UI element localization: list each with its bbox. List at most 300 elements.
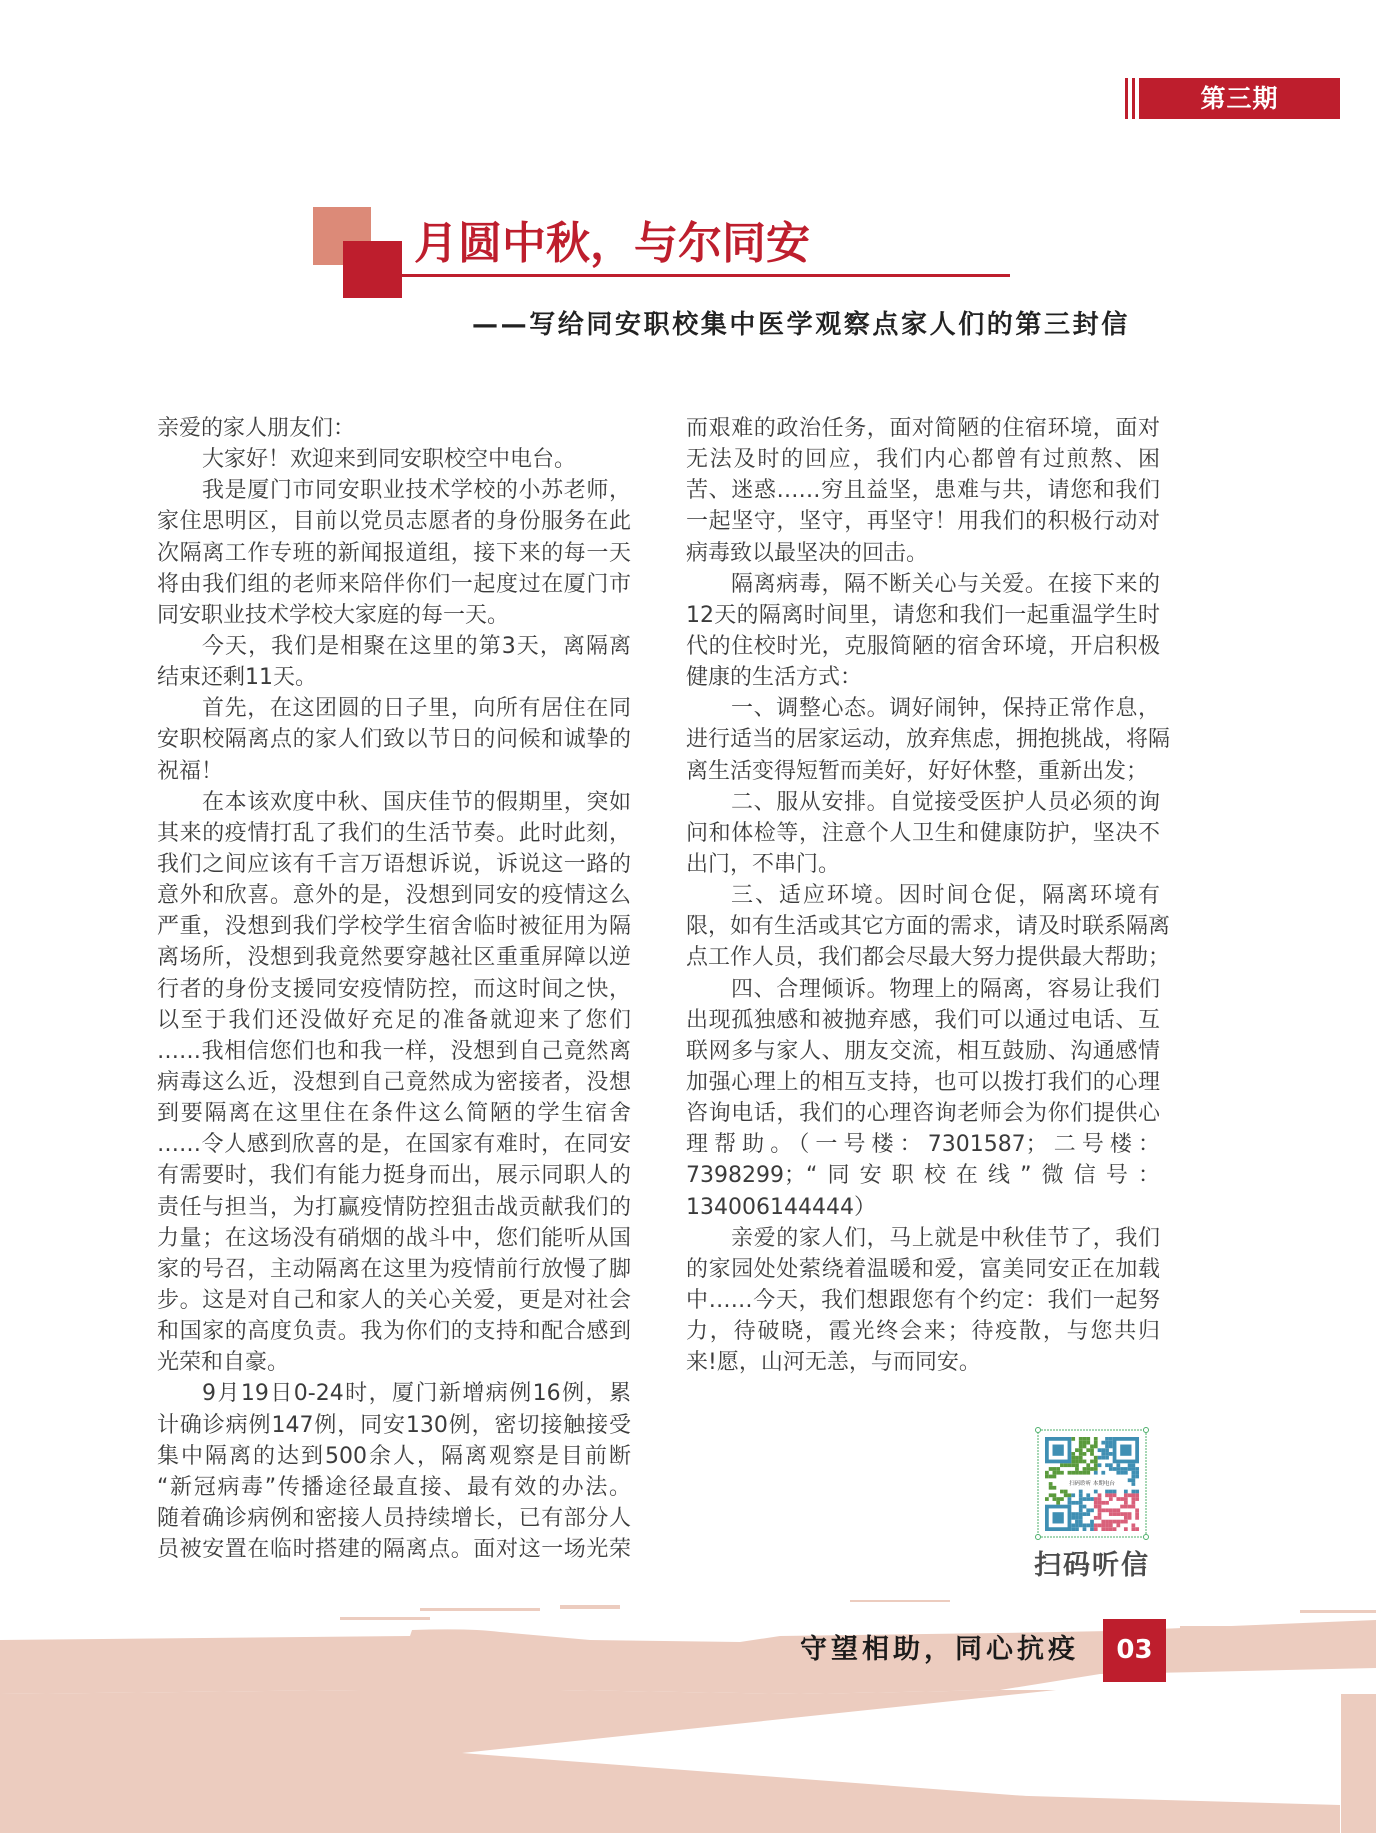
qr-module <box>1079 1520 1083 1524</box>
qr-module <box>1098 1497 1102 1501</box>
qr-module <box>1079 1456 1083 1460</box>
qr-module <box>1135 1475 1139 1479</box>
body-text-line: 意外和欣喜。意外的是，没想到同安的疫情这么 <box>157 883 631 909</box>
qr-module <box>1116 1523 1120 1527</box>
qr-module <box>1068 1471 1072 1475</box>
body-text-line: 亲爱的家人朋友们： <box>157 416 356 441</box>
qr-module <box>1075 1460 1079 1464</box>
qr-module <box>1068 1497 1072 1501</box>
body-text-line: 严重，没想到我们学校学生宿舍临时被征用为隔 <box>157 914 631 940</box>
qr-module <box>1079 1490 1083 1494</box>
qr-module <box>1049 1482 1053 1486</box>
article-title: 月圆中秋，与尔同安 <box>414 218 810 269</box>
qr-module <box>1128 1512 1132 1516</box>
qr-module <box>1113 1493 1117 1497</box>
qr-frame-corner <box>1036 1428 1041 1433</box>
qr-module <box>1071 1471 1075 1475</box>
qr-module <box>1075 1456 1079 1460</box>
qr-module <box>1124 1501 1128 1505</box>
qr-module <box>1079 1452 1083 1456</box>
qr-module <box>1079 1512 1083 1516</box>
qr-module <box>1068 1463 1072 1467</box>
qr-finder-center <box>1120 1445 1131 1456</box>
body-text-line: 首先，在这团圆的日子里，向所有居住在同 <box>202 696 631 722</box>
qr-module <box>1086 1523 1090 1527</box>
qr-module <box>1109 1520 1113 1524</box>
body-text-line: 咨询电话，我们的心理咨询老师会为你们提供心 <box>686 1101 1160 1127</box>
qr-module <box>1086 1448 1090 1452</box>
qr-module <box>1090 1445 1094 1449</box>
qr-module <box>1086 1497 1090 1501</box>
qr-module <box>1075 1520 1079 1524</box>
qr-module <box>1094 1441 1098 1445</box>
qr-module <box>1116 1471 1120 1475</box>
qr-module <box>1094 1490 1098 1494</box>
body-text-line: 和国家的高度负责。我为你们的支持和配合感到 <box>157 1319 631 1345</box>
qr-module <box>1075 1467 1079 1471</box>
body-text-line: 集中隔离的达到500余人，隔离观察是目前断 <box>157 1443 631 1469</box>
footer-motto: 守望相助，同心抗疫 <box>800 1634 1079 1665</box>
qr-frame-corner <box>1036 1535 1041 1540</box>
qr-module <box>1090 1467 1094 1471</box>
qr-module <box>1120 1497 1124 1501</box>
qr-module <box>1083 1452 1087 1456</box>
qr-module <box>1135 1467 1139 1471</box>
qr-module <box>1131 1523 1135 1527</box>
qr-module <box>1068 1501 1072 1505</box>
qr-code-icon[interactable] <box>1035 1427 1149 1540</box>
qr-module <box>1071 1527 1075 1531</box>
body-text-line: 一、调整心态。调好闹钟，保持正常作息， <box>731 696 1160 722</box>
qr-module <box>1105 1437 1109 1441</box>
body-text-line: 以至于我们还没做好充足的准备就迎来了您们 <box>157 1007 631 1033</box>
qr-module <box>1079 1448 1083 1452</box>
qr-module <box>1083 1441 1087 1445</box>
qr-module <box>1053 1467 1057 1471</box>
body-text-line: 7398299；“同安职校在线”微信号： <box>686 1163 1160 1189</box>
qr-module <box>1086 1467 1090 1471</box>
qr-module <box>1098 1501 1102 1505</box>
qr-module <box>1131 1478 1135 1482</box>
qr-module <box>1049 1467 1053 1471</box>
body-text-line: 结束还剩11天。 <box>157 665 317 691</box>
qr-module <box>1098 1508 1102 1512</box>
body-text-line: 亲爱的家人们，马上就是中秋佳节了，我们 <box>731 1225 1160 1251</box>
body-text-line: 在本该欢度中秋、国庆佳节的假期里，突如 <box>202 789 631 815</box>
qr-module <box>1109 1452 1113 1456</box>
body-text-line: ……我相信您们也和我一样，没想到自己竟然离 <box>157 1038 631 1064</box>
qr-module <box>1109 1527 1113 1531</box>
qr-module <box>1053 1471 1057 1475</box>
title-underline <box>402 274 1010 277</box>
body-text-line: 祝福！ <box>157 758 224 784</box>
issue-badge-stripe <box>1125 78 1128 119</box>
qr-module <box>1079 1523 1083 1527</box>
qr-module <box>1053 1486 1057 1490</box>
qr-module <box>1124 1490 1128 1494</box>
qr-module <box>1094 1471 1098 1475</box>
qr-module <box>1135 1512 1139 1516</box>
article-body-left-column <box>157 413 631 1565</box>
qr-module <box>1098 1512 1102 1516</box>
qr-module <box>1131 1490 1135 1494</box>
body-text-line: 家住思明区，目前以党员志愿者的身份服务在此 <box>157 509 631 535</box>
qr-module <box>1124 1516 1128 1520</box>
qr-module <box>1101 1452 1105 1456</box>
qr-module <box>1090 1448 1094 1452</box>
body-text-line: 无法及时的回应，我们内心都曾有过煎熬、困 <box>686 447 1160 473</box>
qr-module <box>1098 1463 1102 1467</box>
body-text-line: 134006144444） <box>686 1194 876 1220</box>
body-text-line: 到要隔离在这里住在条件这么简陋的学生宿舍 <box>157 1101 631 1127</box>
qr-module <box>1086 1471 1090 1475</box>
qr-module <box>1128 1478 1132 1482</box>
body-text-line: 联网多与家人、朋友交流，相互鼓励、沟通感情 <box>686 1038 1160 1064</box>
qr-module <box>1098 1456 1102 1460</box>
body-text-line: 大家好！欢迎来到同安职校空中电台。 <box>202 447 577 473</box>
qr-module <box>1079 1460 1083 1464</box>
qr-module <box>1083 1512 1087 1516</box>
qr-module <box>1071 1456 1075 1460</box>
qr-module <box>1098 1448 1102 1452</box>
qr-module <box>1116 1508 1120 1512</box>
qr-module <box>1075 1471 1079 1475</box>
qr-module <box>1075 1501 1079 1505</box>
qr-module <box>1090 1460 1094 1464</box>
qr-module <box>1094 1463 1098 1467</box>
body-text-line: 四、合理倾诉。物理上的隔离，容易让我们 <box>731 976 1160 1002</box>
body-text-line: 三、适应环境。因时间仓促，隔离环境有 <box>731 883 1160 909</box>
qr-module <box>1105 1501 1109 1505</box>
qr-module <box>1094 1523 1098 1527</box>
body-text-line: 9月19日0-24时，厦门新增病例16例，累 <box>202 1381 631 1407</box>
qr-module <box>1090 1520 1094 1524</box>
qr-module <box>1135 1490 1139 1494</box>
qr-module <box>1068 1493 1072 1497</box>
body-text-line: 我是厦门市同安职业技术学校的小苏老师， <box>202 478 631 504</box>
body-text-line: 加强心理上的相互支持，也可以拨打我们的心理 <box>686 1069 1160 1095</box>
body-text-line: 隔离病毒，隔不断关心与关爱。在接下来的 <box>731 571 1160 597</box>
qr-module <box>1075 1448 1079 1452</box>
body-text-line: 一起坚守，坚守，再坚守！用我们的积极行动对 <box>686 509 1160 535</box>
qr-module <box>1120 1520 1124 1524</box>
qr-module <box>1053 1497 1057 1501</box>
body-text-line: 行者的身份支援同安疫情防控，而这时间之快， <box>157 976 631 1002</box>
qr-module <box>1116 1497 1120 1501</box>
qr-module <box>1053 1493 1057 1497</box>
body-text-line: 限，如有生活或其它方面的需求，请及时联系隔离 <box>686 914 1171 940</box>
qr-module <box>1113 1527 1117 1531</box>
qr-module <box>1101 1448 1105 1452</box>
qr-module <box>1135 1516 1139 1520</box>
body-text-line: 的家园处处萦绕着温暖和爱，富美同安正在加载 <box>686 1256 1160 1282</box>
qr-module <box>1098 1523 1102 1527</box>
body-text-line: 次隔离工作专班的新闻报道组，接下来的每一天 <box>157 540 631 566</box>
qr-module <box>1075 1516 1079 1520</box>
qr-module <box>1101 1527 1105 1531</box>
qr-module <box>1113 1508 1117 1512</box>
qr-module <box>1131 1493 1135 1497</box>
qr-module <box>1124 1467 1128 1471</box>
qr-module <box>1128 1463 1132 1467</box>
qr-module <box>1124 1527 1128 1531</box>
qr-module <box>1071 1493 1075 1497</box>
qr-frame-corner <box>1144 1428 1149 1433</box>
qr-module <box>1045 1497 1049 1501</box>
qr-module <box>1109 1493 1113 1497</box>
qr-module <box>1090 1452 1094 1456</box>
qr-module <box>1105 1463 1109 1467</box>
qr-module <box>1071 1437 1075 1441</box>
qr-module <box>1135 1493 1139 1497</box>
qr-module <box>1079 1437 1083 1441</box>
body-text-line: 离场所，没想到我竟然要穿越社区重重屏障以逆 <box>157 945 631 971</box>
qr-module <box>1094 1527 1098 1531</box>
qr-module <box>1094 1497 1098 1501</box>
qr-module <box>1071 1516 1075 1520</box>
qr-module <box>1060 1471 1064 1475</box>
body-text-line: 有需要时，我们有能力挺身而出，展示同职人的 <box>157 1163 631 1189</box>
qr-module <box>1109 1490 1113 1494</box>
qr-module <box>1113 1512 1117 1516</box>
body-text-line: 责任与担当，为打赢疫情防控狙击战贡献我们的 <box>157 1194 631 1220</box>
qr-module <box>1086 1441 1090 1445</box>
qr-module <box>1101 1523 1105 1527</box>
qr-module <box>1131 1527 1135 1531</box>
body-text-line: 光荣和自豪。 <box>157 1350 290 1376</box>
qr-module <box>1064 1463 1068 1467</box>
qr-module <box>1083 1523 1087 1527</box>
qr-module <box>1075 1523 1079 1527</box>
body-text-line: 随着确诊病例和密接人员持续增长，已有部分人 <box>157 1505 631 1531</box>
qr-module <box>1079 1505 1083 1509</box>
qr-module <box>1101 1501 1105 1505</box>
qr-module <box>1105 1441 1109 1445</box>
body-text-line: 安职校隔离点的家人们致以节日的问候和诚挚的 <box>157 727 631 753</box>
body-text-line: 将由我们组的老师来陪伴你们一起度过在厦门市 <box>157 571 631 597</box>
issue-badge: 第三期 <box>1139 78 1340 119</box>
qr-module <box>1109 1441 1113 1445</box>
qr-module <box>1098 1493 1102 1497</box>
qr-module <box>1083 1471 1087 1475</box>
qr-module <box>1083 1437 1087 1441</box>
qr-module <box>1101 1456 1105 1460</box>
qr-module <box>1079 1471 1083 1475</box>
qr-module <box>1124 1520 1128 1524</box>
qr-module <box>1131 1471 1135 1475</box>
qr-module <box>1056 1471 1060 1475</box>
qr-finder-center <box>1053 1445 1064 1456</box>
qr-module <box>1075 1463 1079 1467</box>
body-text-line: 力量；在这场没有硝烟的战斗中，您们能听从国 <box>157 1225 631 1251</box>
body-text-line: 计确诊病例147例，同安130例，密切接触接受 <box>157 1412 631 1438</box>
qr-module <box>1109 1445 1113 1449</box>
qr-module <box>1131 1467 1135 1471</box>
qr-module <box>1094 1460 1098 1464</box>
qr-module <box>1094 1505 1098 1509</box>
qr-module <box>1120 1505 1124 1509</box>
qr-module <box>1086 1463 1090 1467</box>
body-text-line: 离生活变得短暂而美好，好好休整，重新出发； <box>686 758 1149 784</box>
qr-module <box>1083 1460 1087 1464</box>
qr-module <box>1071 1463 1075 1467</box>
qr-module <box>1120 1512 1124 1516</box>
qr-module <box>1090 1497 1094 1501</box>
qr-module <box>1079 1508 1083 1512</box>
article-subtitle: ——写给同安职校集中医学观察点家人们的第三封信 <box>472 310 1130 340</box>
body-text-line: 家的号召，主动隔离在这里为疫情前行放慢了脚 <box>157 1256 631 1282</box>
qr-module <box>1053 1475 1057 1479</box>
qr-module <box>1101 1441 1105 1445</box>
body-text-line: 二、服从安排。自觉接受医护人员必须的询 <box>731 789 1160 815</box>
qr-module <box>1128 1516 1132 1520</box>
qr-module <box>1086 1512 1090 1516</box>
qr-module <box>1131 1501 1135 1505</box>
qr-module <box>1116 1463 1120 1467</box>
qr-module <box>1105 1493 1109 1497</box>
qr-module <box>1135 1471 1139 1475</box>
qr-module <box>1094 1516 1098 1520</box>
qr-module <box>1135 1527 1139 1531</box>
qr-module <box>1086 1508 1090 1512</box>
qr-module <box>1079 1441 1083 1445</box>
qr-module <box>1071 1523 1075 1527</box>
qr-module <box>1079 1501 1083 1505</box>
qr-module <box>1124 1471 1128 1475</box>
qr-module <box>1056 1467 1060 1471</box>
qr-module <box>1131 1497 1135 1501</box>
qr-module <box>1113 1467 1117 1471</box>
qr-module <box>1116 1467 1120 1471</box>
qr-module <box>1094 1445 1098 1449</box>
qr-module <box>1083 1467 1087 1471</box>
qr-module <box>1131 1475 1135 1479</box>
qr-module <box>1086 1437 1090 1441</box>
qr-module <box>1120 1471 1124 1475</box>
qr-module <box>1064 1490 1068 1494</box>
qr-module <box>1056 1501 1060 1505</box>
qr-module <box>1109 1463 1113 1467</box>
qr-module <box>1060 1463 1064 1467</box>
qr-module <box>1083 1497 1087 1501</box>
title-decor-square-dark <box>343 241 402 298</box>
qr-module <box>1045 1471 1049 1475</box>
qr-module <box>1075 1527 1079 1531</box>
body-text-line: 同安职业技术学校大家庭的每一天。 <box>157 602 510 628</box>
qr-module <box>1113 1520 1117 1524</box>
qr-module <box>1045 1475 1049 1479</box>
body-text-line: 问和体检等，注意个人卫生和健康防护，坚决不 <box>686 820 1160 846</box>
qr-module <box>1083 1527 1087 1531</box>
qr-module <box>1135 1497 1139 1501</box>
qr-module <box>1124 1512 1128 1516</box>
qr-module <box>1079 1493 1083 1497</box>
qr-module <box>1116 1520 1120 1524</box>
body-text-line: 病毒致以最坚决的回击。 <box>686 540 929 566</box>
qr-module <box>1049 1493 1053 1497</box>
qr-module <box>1128 1493 1132 1497</box>
body-text-line: “新冠病毒”传播途径最直接、最有效的办法。 <box>157 1474 631 1500</box>
qr-module <box>1060 1490 1064 1494</box>
qr-module <box>1079 1516 1083 1520</box>
body-text-line: 出门，不串门。 <box>686 851 841 877</box>
brush-stroke-background <box>0 1600 1376 1833</box>
qr-module <box>1079 1445 1083 1449</box>
body-text-line: 出现孤独感和被抛弃感，我们可以通过电话、互 <box>686 1007 1160 1033</box>
article-body-right-column <box>686 413 1171 1378</box>
qr-module <box>1105 1452 1109 1456</box>
qr-module <box>1071 1452 1075 1456</box>
qr-module <box>1090 1508 1094 1512</box>
qr-module <box>1105 1520 1109 1524</box>
qr-module <box>1131 1463 1135 1467</box>
qr-module <box>1101 1471 1105 1475</box>
qr-module <box>1101 1508 1105 1512</box>
qr-module <box>1105 1527 1109 1531</box>
qr-module <box>1094 1437 1098 1441</box>
qr-module <box>1056 1497 1060 1501</box>
qr-module <box>1049 1486 1053 1490</box>
qr-module <box>1124 1505 1128 1509</box>
body-text-line: 健康的生活方式： <box>686 665 863 691</box>
body-text-line: 苦、迷惑……穷且益坚，患难与共，请您和我们 <box>686 478 1160 504</box>
body-text-line: 今天，我们是相聚在这里的第3天，离隔离 <box>202 633 631 659</box>
qr-caption: 扫码听信 <box>1034 1550 1150 1581</box>
qr-module <box>1131 1482 1135 1486</box>
qr-module <box>1109 1437 1113 1441</box>
qr-module <box>1128 1505 1132 1509</box>
issue-badge-stripe <box>1132 78 1135 119</box>
qr-module <box>1094 1456 1098 1460</box>
qr-module <box>1094 1501 1098 1505</box>
qr-module <box>1105 1445 1109 1449</box>
qr-module <box>1090 1527 1094 1531</box>
qr-module <box>1064 1493 1068 1497</box>
qr-module <box>1083 1445 1087 1449</box>
qr-module <box>1083 1505 1087 1509</box>
qr-module <box>1131 1505 1135 1509</box>
qr-module <box>1109 1508 1113 1512</box>
qr-module <box>1109 1497 1113 1501</box>
qr-module <box>1105 1508 1109 1512</box>
body-text-line: 员被安置在临时搭建的隔离点。面对这一场光荣 <box>157 1537 631 1563</box>
qr-module <box>1105 1448 1109 1452</box>
body-text-line: 12天的隔离时间里，请您和我们一起重温学生时 <box>686 602 1160 628</box>
qr-module <box>1071 1512 1075 1516</box>
qr-module <box>1071 1460 1075 1464</box>
qr-module <box>1049 1475 1053 1479</box>
body-text-line: 进行适当的居家运动，放弃焦虑，拥抱挑战，将隔 <box>686 727 1171 753</box>
body-text-line: 理帮助。（一号楼：7301587；二号楼： <box>686 1132 1160 1158</box>
qr-frame-corner <box>1144 1535 1149 1540</box>
body-text-line: 而艰难的政治任务，面对简陋的住宿环境，面对 <box>686 416 1160 441</box>
body-text-line: ……令人感到欣喜的是，在国家有难时，在同安 <box>157 1132 631 1158</box>
body-text-line: 力，待破晓，霞光终会来；待疫散，与您共归 <box>686 1319 1160 1345</box>
qr-module <box>1105 1490 1109 1494</box>
qr-module <box>1124 1497 1128 1501</box>
qr-module <box>1120 1467 1124 1471</box>
qr-module <box>1098 1516 1102 1520</box>
qr-module <box>1071 1501 1075 1505</box>
qr-module <box>1079 1497 1083 1501</box>
qr-module <box>1101 1520 1105 1524</box>
qr-module <box>1105 1456 1109 1460</box>
qr-center-label: 扫码聆听 本期电台 <box>1069 1481 1115 1487</box>
body-text-line: 其来的疫情打乱了我们的生活节奏。此时此刻， <box>157 820 631 846</box>
page-number: 03 <box>1103 1619 1166 1682</box>
qr-module <box>1128 1467 1132 1471</box>
qr-module <box>1109 1523 1113 1527</box>
